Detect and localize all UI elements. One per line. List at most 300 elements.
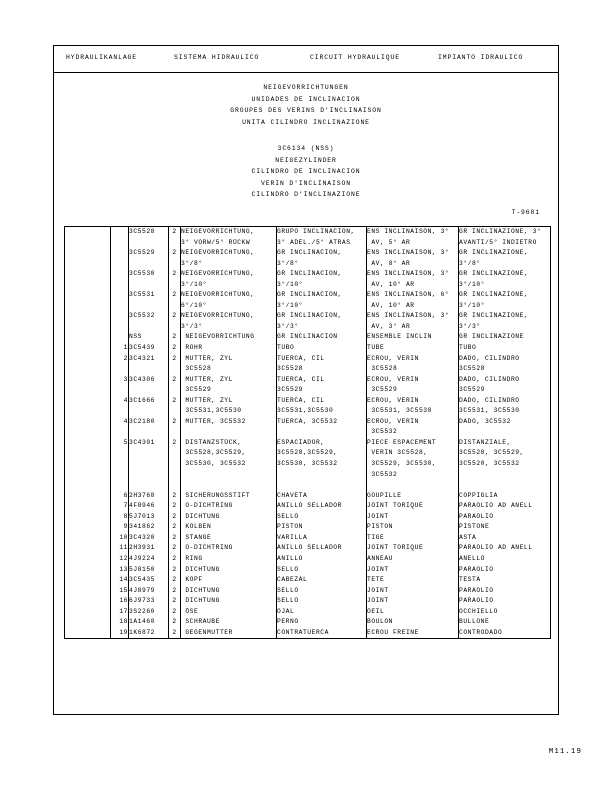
description-cell-fr: GOUPILLE xyxy=(367,491,459,502)
description-cell-fr: JOINT TORIQUE xyxy=(367,501,459,512)
description-cell-fr: OEIL xyxy=(367,607,459,618)
quantity-cell xyxy=(169,385,181,396)
description-cell-fr: ENS INCLINAISON, 3° xyxy=(367,248,459,259)
table-row xyxy=(65,375,551,386)
item-number-cell xyxy=(111,332,129,343)
part-number-cell: 4F8946 xyxy=(129,501,169,512)
description-cell-de: O-DICHTRING xyxy=(181,543,277,554)
part-number-cell xyxy=(129,301,169,312)
table-row xyxy=(65,417,551,428)
description-cell-fr: ENS INCLINAISON, 3° xyxy=(367,311,459,322)
parts-table xyxy=(64,226,551,639)
part-number-cell: 2H3768 xyxy=(129,491,169,502)
part-number-cell: 341862 xyxy=(129,522,169,533)
description-cell-es: SELLO xyxy=(277,586,367,597)
illustration-column-cell xyxy=(65,491,111,502)
illustration-column-cell xyxy=(65,607,111,618)
description-cell-de: SCHRAUBE xyxy=(181,617,277,628)
description-cell-it: 3C5528 xyxy=(459,364,551,375)
quantity-cell: 2 xyxy=(169,596,181,607)
description-cell-fr: PIECE ESPACEMENT xyxy=(367,438,459,449)
description-cell-fr: ECROU, VERIN xyxy=(367,396,459,407)
item-number-cell: 7 xyxy=(111,501,129,512)
quantity-cell xyxy=(169,301,181,312)
description-cell-it: DADO, CILINDRO xyxy=(459,375,551,386)
spacer-cell xyxy=(277,480,367,491)
item-number-cell: 3 xyxy=(111,375,129,386)
table-row xyxy=(65,354,551,365)
spacer-cell xyxy=(65,480,111,491)
illustration-column-cell xyxy=(65,554,111,565)
illustration-column-cell xyxy=(65,364,111,375)
description-cell-de: KOLBEN xyxy=(181,522,277,533)
description-cell-es: OJAL xyxy=(277,607,367,618)
description-cell-fr: AV, 3° AR xyxy=(367,322,459,333)
group-title-spanish: UNIDADES DE INCLINACION xyxy=(251,95,361,103)
description-cell-de: NEIGEVORRICHTUNG, xyxy=(181,311,277,322)
part-number-cell: 3C5528 xyxy=(129,227,169,238)
table-row-continuation xyxy=(65,406,551,417)
spacer-cell xyxy=(459,480,551,491)
table-row xyxy=(65,396,551,407)
table-row-continuation xyxy=(65,459,551,470)
part-number-cell xyxy=(129,364,169,375)
description-cell-es: SELLO xyxy=(277,565,367,576)
quantity-cell xyxy=(169,470,181,481)
item-number-cell: 19 xyxy=(111,628,129,639)
illustration-column-cell xyxy=(65,533,111,544)
quantity-cell xyxy=(169,280,181,291)
quantity-cell: 2 xyxy=(169,248,181,259)
item-number-cell xyxy=(111,269,129,280)
item-number-cell: 15 xyxy=(111,586,129,597)
description-cell-it xyxy=(459,427,551,438)
part-number-cell: NSS xyxy=(129,332,169,343)
item-number-cell: 18 xyxy=(111,617,129,628)
description-cell-es: CONTRATUERCA xyxy=(277,628,367,639)
illustration-column-cell xyxy=(65,385,111,396)
language-label-spanish: SISTEMA HIDRAULICO xyxy=(174,54,260,61)
description-cell-fr: AV, 8° AR xyxy=(367,259,459,270)
illustration-column-cell xyxy=(65,259,111,270)
item-number-cell xyxy=(111,227,129,238)
illustration-column-cell xyxy=(65,512,111,523)
description-cell-fr: JOINT xyxy=(367,565,459,576)
page-border xyxy=(53,45,559,715)
description-cell-de: NEIGEVORRICHTUNG, xyxy=(181,248,277,259)
description-cell-it: 3°/10° xyxy=(459,280,551,291)
description-cell-de xyxy=(181,470,277,481)
description-cell-es: GR INCLINACION xyxy=(277,332,367,343)
quantity-cell xyxy=(169,322,181,333)
item-number-cell: 13 xyxy=(111,565,129,576)
description-cell-it: GR INCLINAZIONE, 3° xyxy=(459,227,551,238)
illustration-column-cell xyxy=(65,543,111,554)
description-cell-fr: ENS INCLINAISON, 3° xyxy=(367,227,459,238)
illustration-column-cell xyxy=(65,269,111,280)
quantity-cell: 2 xyxy=(169,533,181,544)
illustration-column-cell xyxy=(65,248,111,259)
description-cell-de: 3°/8° xyxy=(181,259,277,270)
description-cell-de: 3C5530, 3C5532 xyxy=(181,459,277,470)
quantity-cell: 2 xyxy=(169,438,181,449)
part-number-cell: 3C4321 xyxy=(129,354,169,365)
description-cell-fr: AV, 5° AR xyxy=(367,238,459,249)
table-row-continuation xyxy=(65,238,551,249)
description-cell-de: MUTTER, 3C5532 xyxy=(181,417,277,428)
table-row-spacer xyxy=(65,480,551,491)
description-cell-fr: JOINT TORIQUE xyxy=(367,543,459,554)
illustration-column-cell xyxy=(65,290,111,301)
description-cell-it xyxy=(459,470,551,481)
assembly-title-spanish: CILINDRO DE INCLINACION xyxy=(251,168,361,176)
quantity-cell: 2 xyxy=(169,565,181,576)
description-cell-de xyxy=(181,427,277,438)
description-cell-de: STANGE xyxy=(181,533,277,544)
illustration-column-cell xyxy=(65,417,111,428)
description-cell-it: PARAOLIO xyxy=(459,512,551,523)
part-number-cell: 1K6872 xyxy=(129,628,169,639)
reference-number: T-9681 xyxy=(511,209,540,216)
quantity-cell: 2 xyxy=(169,375,181,386)
illustration-column-cell xyxy=(65,617,111,628)
description-cell-fr: ECROU FREINE xyxy=(367,628,459,639)
quantity-cell: 2 xyxy=(169,396,181,407)
description-cell-fr: AV, 10° AR xyxy=(367,301,459,312)
part-number-cell xyxy=(129,259,169,270)
table-row xyxy=(65,543,551,554)
description-cell-es: VARILLA xyxy=(277,533,367,544)
description-cell-es: 3°/10° xyxy=(277,301,367,312)
part-number-cell: 3C2180 xyxy=(129,417,169,428)
description-cell-it: 3°/8° xyxy=(459,259,551,270)
item-number-cell xyxy=(111,406,129,417)
description-cell-de: RING xyxy=(181,554,277,565)
item-number-cell: 12 xyxy=(111,554,129,565)
item-number-cell: 6 xyxy=(111,491,129,502)
description-cell-fr: JOINT xyxy=(367,586,459,597)
quantity-cell: 2 xyxy=(169,522,181,533)
description-cell-fr: TIGE xyxy=(367,533,459,544)
item-number-cell: 1 xyxy=(111,343,129,354)
table-row xyxy=(65,565,551,576)
description-cell-it: 3°/10° xyxy=(459,301,551,312)
part-number-cell: 3C4306 xyxy=(129,375,169,386)
description-cell-it: TESTA xyxy=(459,575,551,586)
table-row xyxy=(65,332,551,343)
table-row xyxy=(65,617,551,628)
quantity-cell: 2 xyxy=(169,628,181,639)
part-number-cell: 1A1460 xyxy=(129,617,169,628)
illustration-column-cell xyxy=(65,448,111,459)
item-number-cell: 4 xyxy=(111,396,129,407)
language-label-italian: IMPIANTO IDRAULICO xyxy=(438,54,524,61)
description-cell-es: TUERCA, CIL xyxy=(277,354,367,365)
description-cell-es: GR INCLINACION, xyxy=(277,311,367,322)
description-cell-it: CONTRODADO xyxy=(459,628,551,639)
quantity-cell: 2 xyxy=(169,501,181,512)
description-cell-de: KOPF xyxy=(181,575,277,586)
illustration-column-cell xyxy=(65,565,111,576)
illustration-column-cell xyxy=(65,586,111,597)
description-cell-it: PARAOLIO xyxy=(459,586,551,597)
description-cell-de: 3°/10° xyxy=(181,280,277,291)
quantity-cell xyxy=(169,448,181,459)
table-row-continuation xyxy=(65,280,551,291)
part-number-cell: 4J9224 xyxy=(129,554,169,565)
quantity-cell: 2 xyxy=(169,227,181,238)
item-number-cell: 8 xyxy=(111,512,129,523)
spacer-cell xyxy=(367,480,459,491)
part-number-cell: 3C5530 xyxy=(129,269,169,280)
table-row xyxy=(65,311,551,322)
illustration-column-cell xyxy=(65,522,111,533)
illustration-column-cell xyxy=(65,375,111,386)
table-row xyxy=(65,596,551,607)
table-row xyxy=(65,575,551,586)
table-row xyxy=(65,512,551,523)
description-cell-fr: ENSEMBLE INCLIN xyxy=(367,332,459,343)
description-cell-it: DISTANZIALE, xyxy=(459,438,551,449)
illustration-column-cell xyxy=(65,427,111,438)
description-cell-es: PISTON xyxy=(277,522,367,533)
table-row-continuation xyxy=(65,427,551,438)
description-cell-fr: ECROU, VERIN xyxy=(367,375,459,386)
description-cell-fr: 3C5529, 3C5530, xyxy=(367,459,459,470)
group-title-block xyxy=(54,82,558,128)
description-cell-es: 3C5530, 3C5532 xyxy=(277,459,367,470)
description-cell-es: TUERCA, CIL xyxy=(277,396,367,407)
description-cell-de: ÖSE xyxy=(181,607,277,618)
description-cell-fr: 3C5532 xyxy=(367,470,459,481)
description-cell-es: ESPACIADOR, xyxy=(277,438,367,449)
illustration-column-cell xyxy=(65,332,111,343)
table-row xyxy=(65,554,551,565)
description-cell-de: NEIGEVORRICHTUNG, xyxy=(181,269,277,280)
description-cell-fr: ECROU, VERIN xyxy=(367,417,459,428)
description-cell-es: CHAVETA xyxy=(277,491,367,502)
table-row xyxy=(65,586,551,597)
part-number-cell xyxy=(129,427,169,438)
description-cell-it: PARAOLIO AD ANELL xyxy=(459,543,551,554)
illustration-column-cell xyxy=(65,343,111,354)
item-number-cell xyxy=(111,248,129,259)
language-label-german: HYDRAULIKANLAGE xyxy=(66,54,138,61)
description-cell-it: PARAOLIO AD ANELL xyxy=(459,501,551,512)
part-number-cell: 3C5532 xyxy=(129,311,169,322)
description-cell-es: GRUPO INCLINACION, xyxy=(277,227,367,238)
description-cell-de: 3C5531,3C5530 xyxy=(181,406,277,417)
parts-table-container xyxy=(64,226,550,639)
table-row xyxy=(65,522,551,533)
part-number-cell: 3C4301 xyxy=(129,438,169,449)
description-cell-it: AVANTI/5° INDIETRO xyxy=(459,238,551,249)
description-cell-it: 3C5520, 3C5532 xyxy=(459,459,551,470)
quantity-cell: 2 xyxy=(169,269,181,280)
part-number-cell: 3S2260 xyxy=(129,607,169,618)
spacer-cell xyxy=(181,480,277,491)
description-cell-fr: ECROU, VERIN xyxy=(367,354,459,365)
description-cell-it: BULLONE xyxy=(459,617,551,628)
description-cell-de: NEIGEVORRICHTUNG, xyxy=(181,227,277,238)
quantity-cell: 2 xyxy=(169,575,181,586)
table-row xyxy=(65,343,551,354)
part-number-cell: 3C4320 xyxy=(129,533,169,544)
part-number-cell xyxy=(129,322,169,333)
quantity-cell: 2 xyxy=(169,617,181,628)
description-cell-de: DICHTUNG xyxy=(181,512,277,523)
item-number-cell xyxy=(111,470,129,481)
language-header-band xyxy=(54,46,558,73)
table-row xyxy=(65,491,551,502)
part-number-cell: 5J8150 xyxy=(129,565,169,576)
quantity-cell: 2 xyxy=(169,586,181,597)
description-cell-es: TUERCA, CIL xyxy=(277,375,367,386)
description-cell-es: ANILLO xyxy=(277,554,367,565)
description-cell-es: 3°/3° xyxy=(277,322,367,333)
spacer-cell xyxy=(111,480,129,491)
quantity-cell xyxy=(169,406,181,417)
part-number-cell xyxy=(129,238,169,249)
part-number-cell: 3C5529 xyxy=(129,248,169,259)
description-cell-it: COPPIGLIA xyxy=(459,491,551,502)
description-cell-de: DICHTUNG xyxy=(181,586,277,597)
illustration-column-cell xyxy=(65,280,111,291)
description-cell-it: GR INCLINAZIONE, xyxy=(459,311,551,322)
description-cell-fr: TETE xyxy=(367,575,459,586)
description-cell-es: 3°/8° xyxy=(277,259,367,270)
quantity-cell: 2 xyxy=(169,607,181,618)
illustration-column-cell xyxy=(65,459,111,470)
table-row xyxy=(65,290,551,301)
language-label-french: CIRCUIT HYDRAULIQUE xyxy=(310,54,400,61)
quantity-cell xyxy=(169,259,181,270)
description-cell-de: MUTTER, ZYL xyxy=(181,354,277,365)
spacer-cell xyxy=(169,480,181,491)
spacer-cell xyxy=(129,480,169,491)
assembly-title-german: NEIGEZYLINDER xyxy=(275,156,337,164)
description-cell-es: 3°/10° xyxy=(277,280,367,291)
description-cell-fr: JOINT xyxy=(367,512,459,523)
group-title-italian: UNITA CILINDRO INCLINAZIONE xyxy=(242,118,370,126)
table-row-continuation xyxy=(65,364,551,375)
table-row-continuation xyxy=(65,385,551,396)
table-row xyxy=(65,501,551,512)
table-row-continuation xyxy=(65,322,551,333)
part-number-cell: 5J7013 xyxy=(129,512,169,523)
table-row-continuation xyxy=(65,301,551,312)
description-cell-es: SELLO xyxy=(277,512,367,523)
description-cell-de: DICHTUNG xyxy=(181,565,277,576)
part-number-cell xyxy=(129,459,169,470)
description-cell-it: 3°/3° xyxy=(459,322,551,333)
group-title-german: NEIGEVORRICHTUNGEN xyxy=(263,84,349,91)
table-row xyxy=(65,248,551,259)
item-number-cell xyxy=(111,448,129,459)
illustration-column-cell xyxy=(65,628,111,639)
description-cell-fr: VERIN 3C5528, xyxy=(367,448,459,459)
description-cell-de: O-DICHTRING xyxy=(181,501,277,512)
quantity-cell xyxy=(169,364,181,375)
description-cell-es: CABEZAL xyxy=(277,575,367,586)
illustration-column-cell xyxy=(65,227,111,238)
description-cell-it: GR INCLINAZIONE, xyxy=(459,269,551,280)
illustration-column-cell xyxy=(65,322,111,333)
description-cell-de: NEIGEVORRICHTUNG xyxy=(181,332,277,343)
description-cell-fr: PISTON xyxy=(367,522,459,533)
description-cell-fr: 3C5528 xyxy=(367,364,459,375)
part-number-cell xyxy=(129,385,169,396)
item-number-cell xyxy=(111,280,129,291)
assembly-part-number: 3C6134 (NSS) xyxy=(277,145,335,152)
description-cell-fr: ENS INCLINAISON, 3° xyxy=(367,269,459,280)
quantity-cell xyxy=(169,238,181,249)
description-cell-es: 3C5529 xyxy=(277,385,367,396)
quantity-cell: 2 xyxy=(169,554,181,565)
illustration-column-cell xyxy=(65,406,111,417)
illustration-column-cell xyxy=(65,238,111,249)
description-cell-de: 3°/3° xyxy=(181,322,277,333)
table-row xyxy=(65,438,551,449)
item-number-cell: 2 xyxy=(111,354,129,365)
description-cell-it: 3C5528, 3C5529, xyxy=(459,448,551,459)
group-title-french: GROUPES DES VERINS D'INCLINAISON xyxy=(230,107,382,115)
description-cell-es: GR INCLINACION, xyxy=(277,290,367,301)
quantity-cell xyxy=(169,427,181,438)
part-number-cell xyxy=(129,406,169,417)
description-cell-es: 3° ADEL./5° ATRAS xyxy=(277,238,367,249)
item-number-cell: 4 xyxy=(111,417,129,428)
assembly-title-italian: CILINDRO D'INCLINAZIONE xyxy=(251,191,361,199)
description-cell-it: DADO, CILINDRO xyxy=(459,354,551,365)
description-cell-es: TUBO xyxy=(277,343,367,354)
description-cell-es xyxy=(277,470,367,481)
part-number-cell: 3C5531 xyxy=(129,290,169,301)
quantity-cell: 2 xyxy=(169,354,181,365)
part-number-cell: 4J8979 xyxy=(129,586,169,597)
description-cell-it: 3C5531, 3C5530 xyxy=(459,406,551,417)
illustration-column-cell xyxy=(65,354,111,365)
part-number-cell xyxy=(129,448,169,459)
quantity-cell: 2 xyxy=(169,417,181,428)
description-cell-de: NEIGEVORRICHTUNG, xyxy=(181,290,277,301)
table-row-continuation xyxy=(65,448,551,459)
description-cell-it: TUBO xyxy=(459,343,551,354)
item-number-cell: 16 xyxy=(111,596,129,607)
illustration-column-cell xyxy=(65,575,111,586)
description-cell-de: 3° VORW/5° RÜCKW xyxy=(181,238,277,249)
description-cell-fr: 3C5531, 3C5530 xyxy=(367,406,459,417)
description-cell-it: DADO, 3C5532 xyxy=(459,417,551,428)
description-cell-de: MUTTER, ZYL xyxy=(181,375,277,386)
description-cell-it: OCCHIELLO xyxy=(459,607,551,618)
description-cell-de: GEGENMUTTER xyxy=(181,628,277,639)
part-number-cell xyxy=(129,470,169,481)
part-number-cell: 2H3931 xyxy=(129,543,169,554)
illustration-column-cell xyxy=(65,470,111,481)
quantity-cell: 2 xyxy=(169,343,181,354)
description-cell-fr: 3C5529 xyxy=(367,385,459,396)
description-cell-es: 3C5528 xyxy=(277,364,367,375)
description-cell-fr: TUBE xyxy=(367,343,459,354)
illustration-column-cell xyxy=(65,501,111,512)
description-cell-es xyxy=(277,427,367,438)
description-cell-fr: JOINT xyxy=(367,596,459,607)
description-cell-es: GR INCLINACION, xyxy=(277,269,367,280)
description-cell-es: SELLO xyxy=(277,596,367,607)
description-cell-es: PERNO xyxy=(277,617,367,628)
parts-table-body xyxy=(65,227,551,639)
